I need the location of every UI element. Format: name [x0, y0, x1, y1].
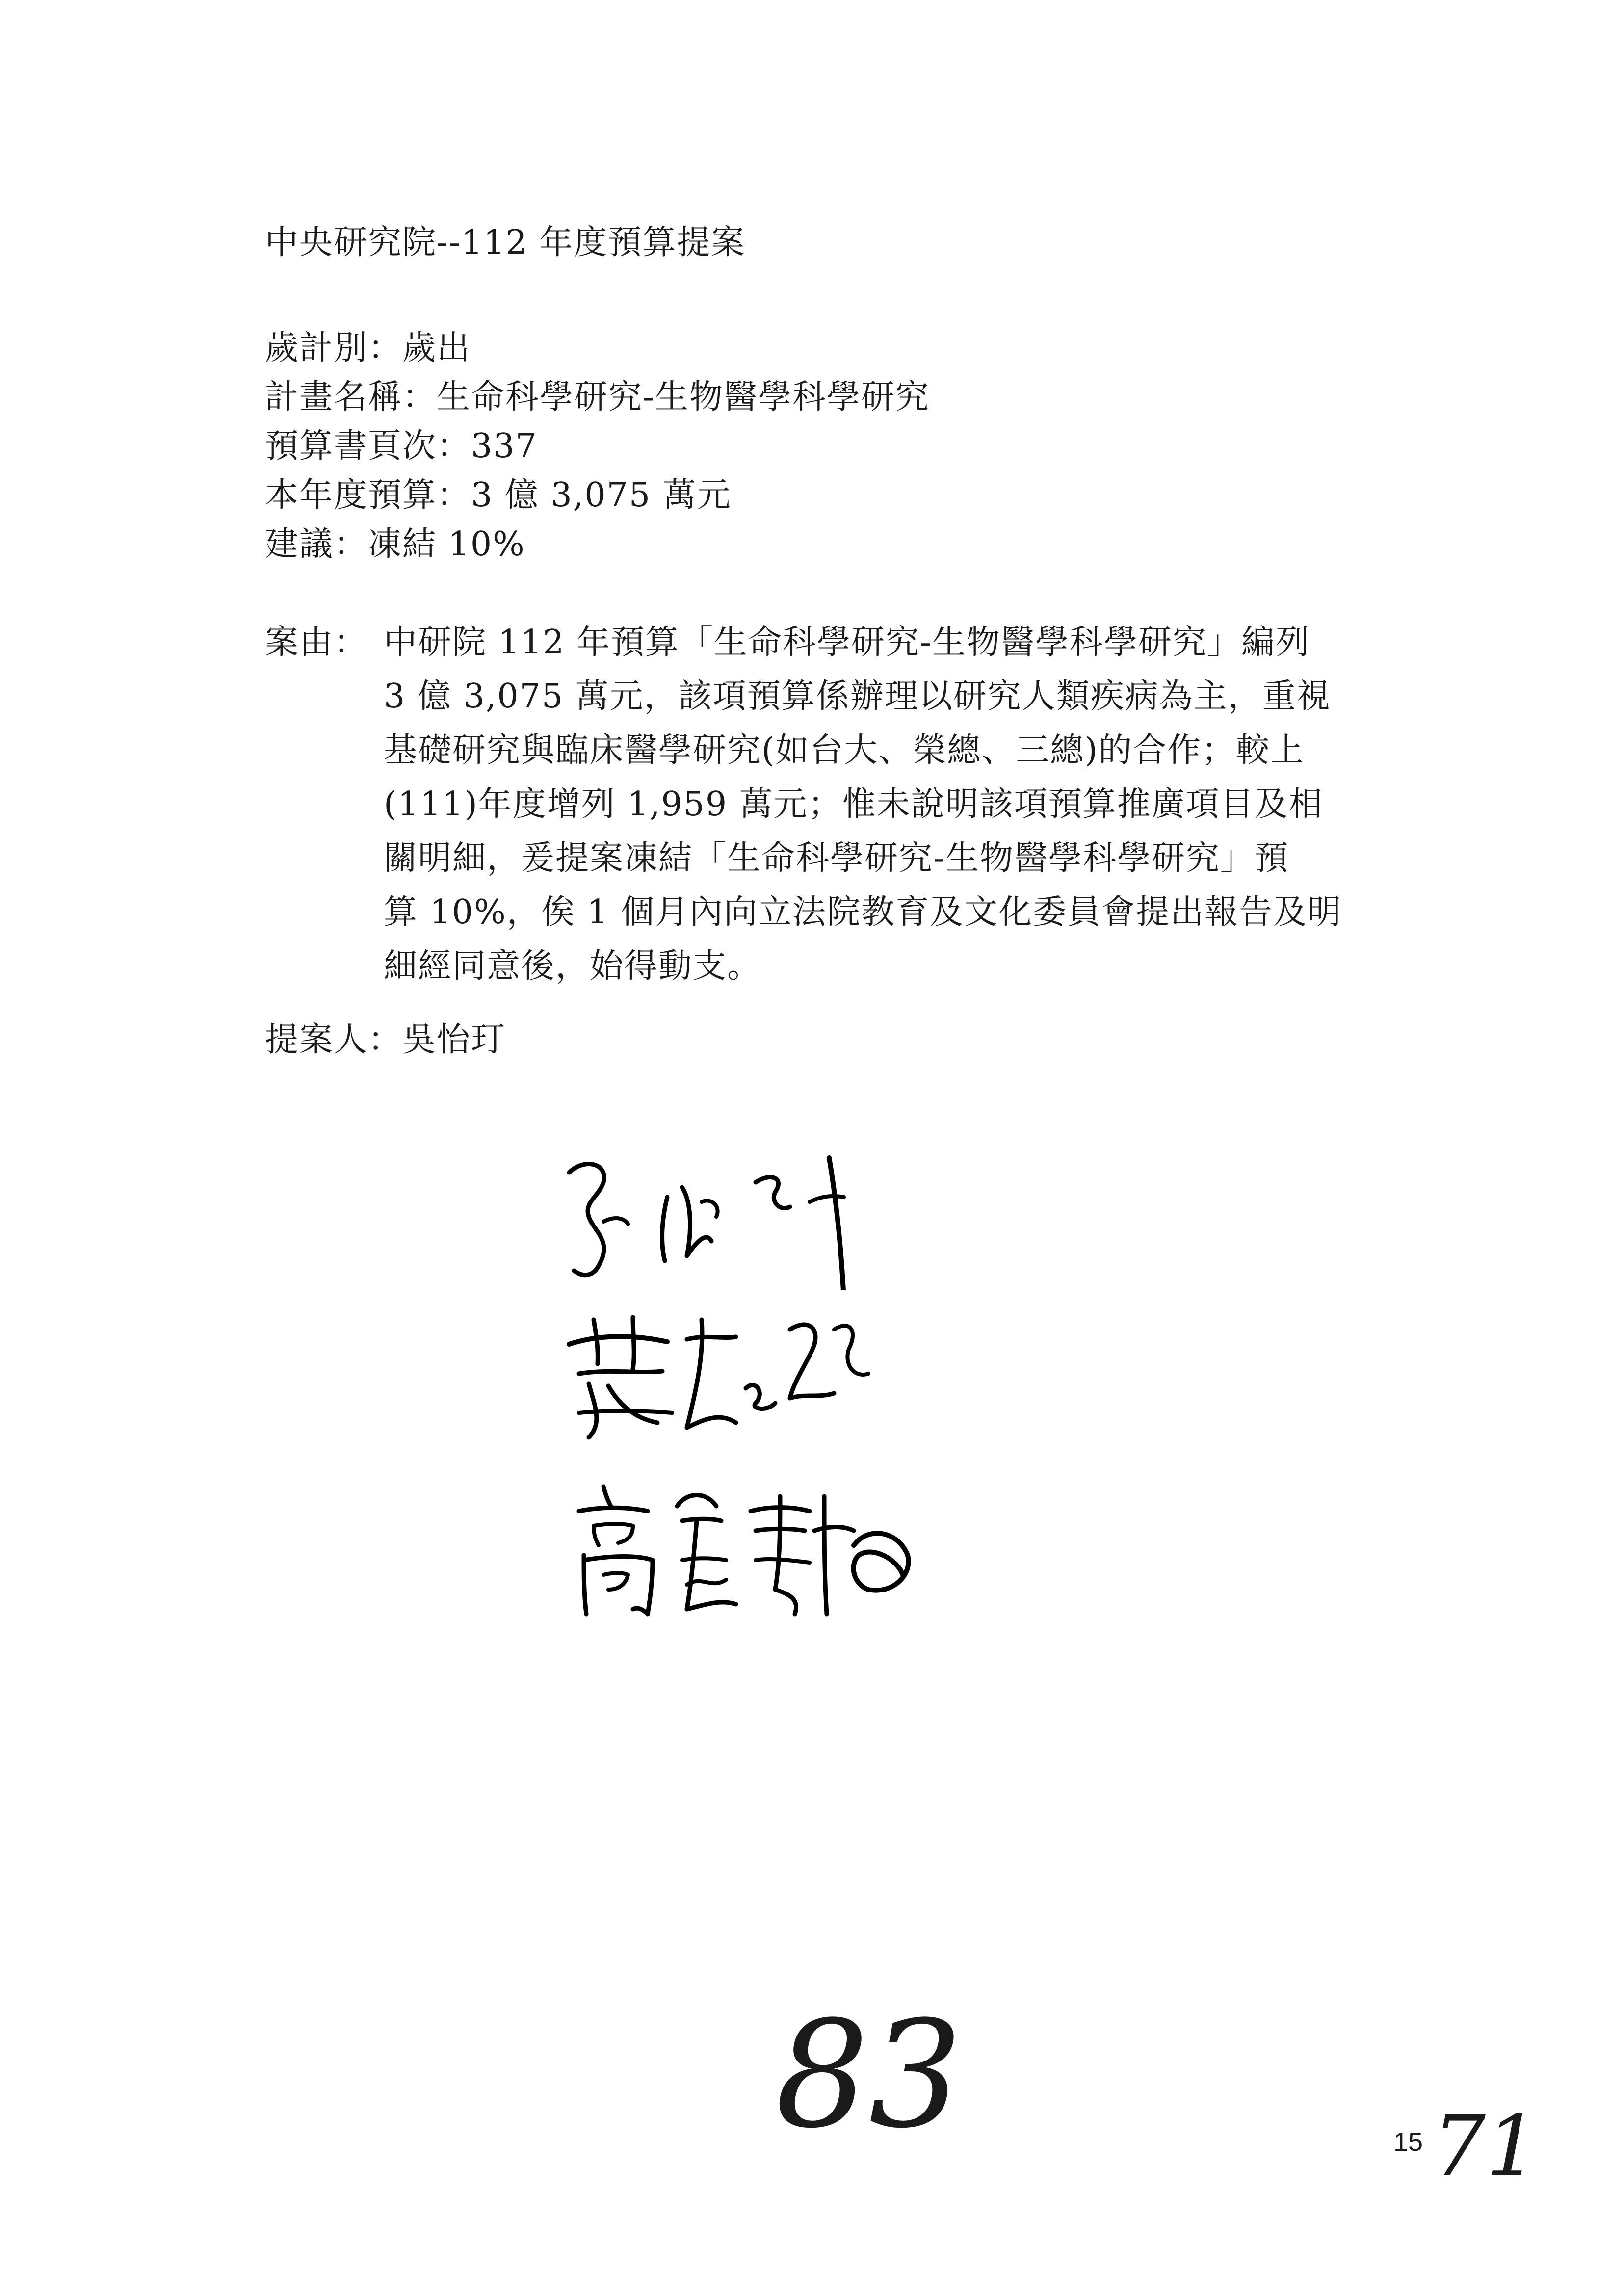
field-value: 凍結 10%	[368, 525, 525, 564]
page-title: 中央研究院--112 年度預算提案	[265, 223, 746, 262]
field-label: 本年度預算：	[265, 476, 471, 515]
page-number: 15	[1393, 2127, 1423, 2157]
proposer	[265, 1013, 505, 1061]
reason-line: 關明細，爰提案凍結「生命科學研究-生物醫學科學研究」預	[384, 839, 1289, 878]
field-annual-budget	[265, 469, 732, 516]
proposer-label: 提案人：	[265, 1020, 403, 1059]
proposer-name: 吳怡玎	[402, 1020, 506, 1059]
field-budget-category	[265, 321, 471, 369]
reason-label: 案由：	[265, 623, 368, 662]
signature-1-handwritten-signature-icon	[554, 1143, 868, 1290]
reason-line: 中研院 112 年預算「生命科學研究-生物醫學科學研究」編列	[384, 623, 1310, 662]
signature-2-handwritten-signature-icon	[559, 1300, 873, 1447]
field-label: 計畫名稱：	[265, 378, 437, 417]
reason-line: 算 10%，俟 1 個月內向立法院教育及文化委員會提出報告及明	[384, 893, 1342, 932]
reason-line: 基礎研究與臨床醫學研究(如台大、榮總、三總)的合作；較上	[384, 731, 1305, 770]
reason-text	[384, 616, 1424, 993]
field-plan-name	[265, 370, 930, 418]
handwritten-page-71: 71	[1433, 2098, 1539, 2195]
field-value: 3 億 3,075 萬元	[471, 476, 732, 515]
field-budget-page	[265, 419, 538, 467]
signature-3-handwritten-signature-icon	[564, 1477, 917, 1624]
field-label: 歲計別：	[265, 329, 403, 367]
field-label: 建議：	[265, 525, 368, 564]
field-value: 337	[471, 427, 538, 466]
handwritten-page-83: 83	[775, 1989, 963, 2161]
reason-line: 細經同意後，始得動支。	[384, 947, 762, 986]
field-label: 預算書頁次：	[265, 427, 471, 466]
field-value: 生命科學研究-生物醫學科學研究	[437, 378, 930, 417]
field-suggestion	[265, 518, 525, 565]
reason-line: 3 億 3,075 萬元，該項預算係辦理以研究人類疾病為主，重視	[384, 677, 1331, 716]
reason-line: (111)年度增列 1,959 萬元；惟未說明該項預算推廣項目及相	[384, 785, 1323, 824]
field-value: 歲出	[402, 329, 471, 367]
